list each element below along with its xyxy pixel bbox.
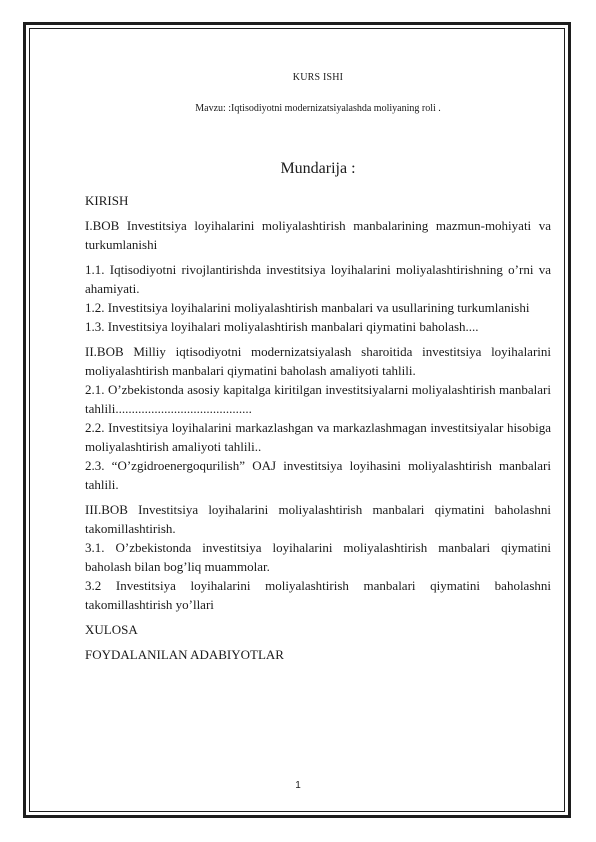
page-number: 1 xyxy=(295,780,301,791)
toc-entry-1-3: 1.3. Investitsiya loyihalari moliyalashtirish manbalari qiymatini baholash.... xyxy=(85,319,479,334)
toc-entry-chapter-2: II.BOB Milliy iqtisodiyotni modernizatsiyalash sharoitida investitsiya loyihalarini moliyalashtirish manbalari qiymatini baholash amaliyoti tahlili. xyxy=(85,344,551,378)
table-of-contents xyxy=(85,191,551,664)
toc-entry-chapter-1: I.BOB Investitsiya loyihalarini moliyalashtirish manbalarining mazmun-mohiyati va turkumlanishi xyxy=(85,218,551,252)
document-subject: Mavzu: :Iqtisodiyotni modernizatsiyalashda moliyaning roli . xyxy=(195,103,441,114)
toc-entry-3-2: 3.2 Investitsiya loyihalarini moliyalashtirish manbalari qiymatini baholashni takomillashtirish yo’llari xyxy=(85,578,551,612)
toc-entry-references: FOYDALANILAN ADABIYOTLAR xyxy=(85,647,284,662)
toc-entry-2-2: 2.2. Investitsiya loyihalarini markazlashgan va markazlashmagan investitsiyalar hisobiga moliyalashtirish amaliyoti tahlili.. xyxy=(85,420,551,454)
toc-entry-3-1: 3.1. O’zbekistonda investitsiya loyihalarini moliyalashtirish manbalari qiymatini baholash bilan bog’liq muammolar. xyxy=(85,540,551,574)
document-body xyxy=(85,72,551,664)
toc-heading: Mundarija : xyxy=(280,160,356,177)
toc-entry-2-1: 2.1. O’zbekistonda asosiy kapitalga kiritilgan investitsiyalarni moliyalashtirish manbalari tahlili.......................................... xyxy=(85,382,551,416)
toc-entry-1-1: 1.1. Iqtisodiyotni rivojlantirishda investitsiya loyihalarini moliyalashtirishning o’rni va ahamiyati. xyxy=(85,262,551,296)
toc-entry-conclusion: XULOSA xyxy=(85,622,138,637)
toc-entry-intro: KIRISH xyxy=(85,193,129,208)
toc-entry-2-3: 2.3. “O’zgidroenergoqurilish” OAJ investitsiya loyihasini moliyalashtirish manbalari tahlili. xyxy=(85,458,551,492)
document-title: KURS ISHI xyxy=(292,72,344,83)
toc-entry-1-2: 1.2. Investitsiya loyihalarini moliyalashtirish manbalari va usullarining turkumlanishi xyxy=(85,300,530,315)
toc-entry-chapter-3: III.BOB Investitsiya loyihalarini moliyalashtirish manbalari qiymatini baholashni takomillashtirish. xyxy=(85,502,551,536)
